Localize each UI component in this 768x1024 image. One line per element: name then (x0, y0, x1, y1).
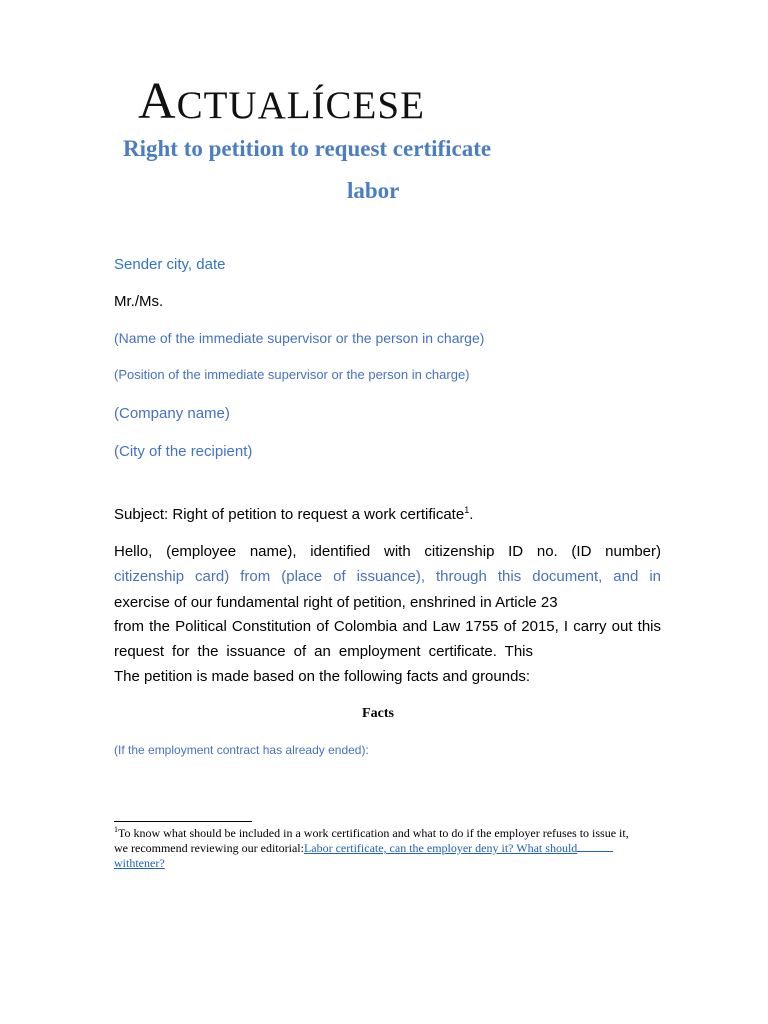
salutation: Mr./Ms. (114, 293, 164, 310)
subject-line (114, 506, 473, 523)
subject-text: Subject: Right of petition to request a work certificate (114, 506, 465, 523)
facts-heading: Facts (362, 706, 394, 721)
footnote-prefix: we recommend reviewing our editorial: (114, 841, 304, 855)
recipient-name: (Name of the immediate supervisor or the person in charge) (114, 330, 485, 346)
footnote-reference: 1 (464, 505, 470, 515)
recipient-city: (City of the recipient) (114, 443, 253, 460)
subject-end: . (469, 506, 474, 523)
logo-initial: A (138, 73, 177, 130)
editorial-link[interactable]: Labor certificate, can the employer deny it? What should (303, 841, 578, 855)
sender-city-date: Sender city, date (114, 256, 226, 273)
body-line-5: request for the issuance of an employment certificate. This (114, 643, 533, 660)
link-underline-pad (577, 841, 613, 852)
footnote-text-1: To know what should be included in a work certification and what to do if the employer refuses to issue it, (118, 826, 629, 840)
facts-note: (If the employment contract has already ended): (114, 743, 369, 757)
body-line-3: exercise of our fundamental right of petition, enshrined in Article 23 (114, 594, 558, 611)
recipient-company: (Company name) (114, 405, 230, 422)
editorial-link-continuation[interactable]: withtener? (114, 856, 165, 870)
actualicese-logo (138, 74, 425, 134)
document-title-line-1: Right to petition to request certificate (123, 136, 492, 161)
footnote-separator (114, 821, 252, 822)
logo-rest: CTUALÍCESE (176, 84, 425, 127)
footnote-line-1 (114, 826, 629, 841)
body-line-1: Hello, (employee name), identified with citizenship ID no. (ID number) (114, 543, 661, 560)
document-title-line-2: labor (347, 178, 400, 203)
body-line-4: from the Political Constitution of Colombia and Law 1755 of 2015, I carry out this (114, 618, 661, 635)
body-line-6: The petition is made based on the following facts and grounds: (114, 668, 531, 685)
footnote-line-2 (114, 841, 613, 856)
footnote-line-3 (114, 856, 165, 871)
recipient-position: (Position of the immediate supervisor or the person in charge) (114, 367, 470, 382)
footnote-mark: 1 (114, 825, 118, 834)
body-line-2: citizenship card) from (place of issuance), through this document, and in (114, 568, 661, 585)
